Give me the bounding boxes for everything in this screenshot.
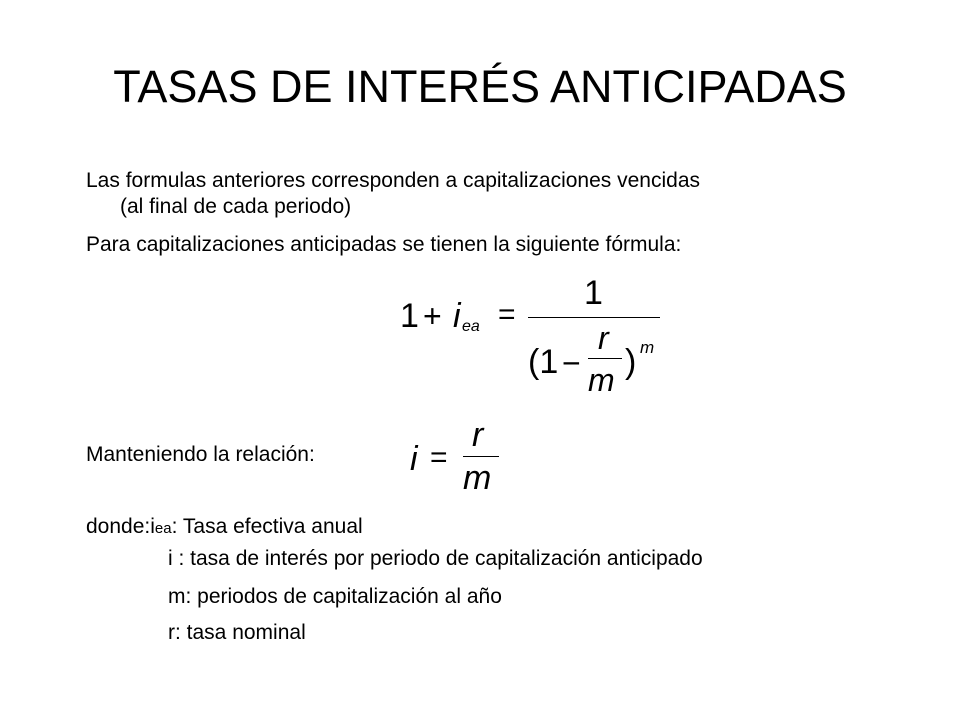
intro-line-1-continuation: (al final de cada periodo) [120, 195, 352, 218]
definitions-lead-text: : Tasa efectiva anual [171, 515, 363, 538]
formula-exponent-m: m [640, 338, 655, 357]
formula-one: 1 [400, 297, 419, 335]
slide-title: TASAS DE INTERÉS ANTICIPADAS [113, 61, 847, 112]
formula-open-paren-one: (1 [528, 343, 559, 381]
relation-equals: = [430, 441, 448, 474]
relation-r: r [472, 416, 484, 454]
definition-item-i: i : tasa de interés por periodo de capitalización anticipado [168, 547, 703, 570]
formula-inner-r: r [598, 320, 609, 356]
relation-fraction-bar [463, 456, 499, 457]
relation-i: i [410, 440, 418, 478]
definition-item-r: r: tasa nominal [168, 621, 306, 644]
formula-i: i [453, 297, 461, 335]
intro-line-1: Las formulas anteriores corresponden a capitalizaciones vencidas [86, 169, 701, 192]
formula-equals: = [498, 298, 516, 331]
formula-subscript-ea: ea [462, 318, 480, 335]
definition-item-m: m: periodos de capitalización al año [168, 585, 502, 608]
definitions-lead-subscript: ea [154, 520, 172, 537]
formula-numerator: 1 [584, 274, 603, 312]
definitions-lead-word: donde: [86, 515, 151, 538]
formula-plus: + [423, 298, 442, 334]
relation-m: m [463, 459, 492, 497]
formula-inner-m: m [588, 362, 615, 398]
definitions-lead-symbol: i [150, 515, 155, 538]
formula-minus: − [562, 345, 581, 381]
intro-paragraph-2: Para capitalizaciones anticipadas se tienen la siguiente fórmula: [86, 233, 682, 256]
relation-label: Manteniendo la relación: [86, 443, 315, 466]
formula-close-paren: ) [625, 343, 637, 381]
definitions-lead [86, 514, 363, 542]
